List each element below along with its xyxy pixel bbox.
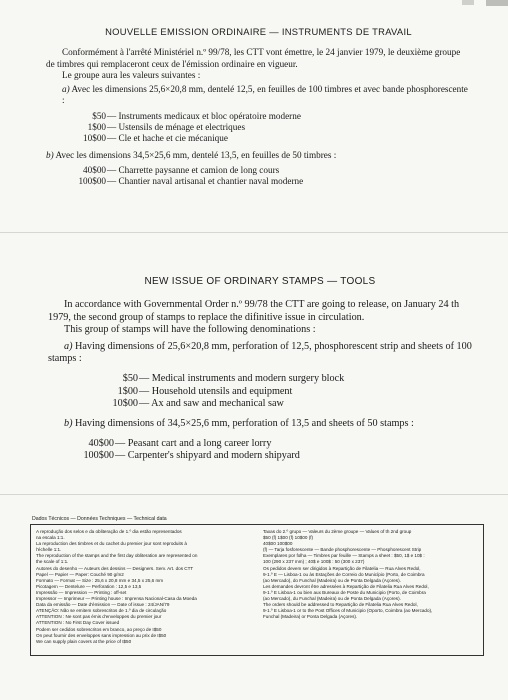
technical-line: Les demandes devront être adressées à Repartição de Filatelia Rua Alves Redol, bbox=[263, 583, 429, 589]
stamp-description: — Household utensils and equipment bbox=[139, 385, 293, 397]
french-b-text: Avec les dimensions 34,5×25,6 mm, dentelé 13,5, en feuilles de 50 timbres : bbox=[55, 149, 337, 160]
stamp-value: 1$00 bbox=[117, 385, 138, 397]
technical-line: 100 (290 x 237 mm) ; 40$ e 100$ : 50 (300 x 237) bbox=[263, 559, 365, 565]
technical-line: Impressor — Imprimeur — Printing house : Imprensa Nacional-Casa da Moeda bbox=[36, 596, 197, 602]
list-item bbox=[64, 133, 471, 144]
list-item bbox=[66, 450, 472, 462]
technical-line: Impressão — Impression — Printing : off-set bbox=[36, 589, 127, 595]
english-title: NEW ISSUE OF ORDINARY STAMPS — TOOLS bbox=[144, 276, 376, 287]
technical-line: Podem ser cedidos sobrescritos em branco, ao preço de I$50 bbox=[36, 626, 162, 632]
english-b-text: Having dimensions of 34,5×25,6 mm, perforation of 13,5 and sheets of 50 stamps : bbox=[75, 417, 414, 429]
stamp-description: — Peasant cart and a long career lorry bbox=[115, 438, 272, 450]
stamp-value: $50 bbox=[92, 110, 106, 121]
stamp-value: 40$00 bbox=[88, 438, 114, 450]
list-item bbox=[90, 398, 472, 410]
english-group-a bbox=[48, 341, 472, 366]
page-fold-line bbox=[0, 232, 508, 233]
technical-line: na escala 1:1. bbox=[36, 535, 65, 541]
french-b-list bbox=[64, 165, 471, 188]
technical-line: l'échelle 1:1. bbox=[36, 547, 62, 553]
french-a-list bbox=[64, 111, 471, 145]
english-notice bbox=[48, 276, 472, 463]
technical-line: 9-1.º E — Lisboa-1 ou às Estações de Correio do Município (Porto, de Coimbra bbox=[263, 571, 425, 577]
technical-line: 9-1.º E Lisboa-1 ou bien aux Bureaux de Poste du Municipio (Porto, de Coimbra bbox=[263, 589, 426, 595]
technical-line: 9-1.º E Lisboa-1 or to the Post Offices of Municipio (Oporto, Coimbra (ao Mercado), bbox=[263, 608, 433, 614]
list-item bbox=[66, 438, 472, 450]
technical-line: Picotagem — Dentelure — Perforation : 12,5 e 13,5 bbox=[36, 583, 142, 589]
technical-left-column bbox=[36, 529, 244, 645]
english-b-label: b) bbox=[64, 417, 73, 429]
stamp-value: 10$00 bbox=[83, 133, 106, 144]
list-item bbox=[64, 176, 471, 187]
stamp-description: — Carpenter's shipyard and modern shipyard bbox=[115, 450, 300, 462]
technical-line: (ao Mercado), do Funchal (Madeira) ou de Ponta Delgada (Açores). bbox=[263, 577, 401, 583]
list-item bbox=[90, 386, 472, 398]
scan-edge-mark bbox=[462, 0, 474, 5]
french-notice bbox=[46, 26, 471, 188]
scan-edge-mark bbox=[486, 0, 508, 6]
stamp-description: — Ax and saw and mechanical saw bbox=[139, 398, 284, 410]
technical-line: Papel — Papier — Paper: Couché 90 g/m2 bbox=[36, 571, 124, 577]
stamp-description: — Ustensils de ménage et electriques bbox=[107, 122, 246, 133]
stamp-value: 1$00 bbox=[87, 122, 106, 133]
list-item bbox=[64, 111, 471, 122]
english-group-b bbox=[48, 418, 472, 430]
technical-line: (ao Mercado), du Funchal (Madeira) ou de Ponta Delgada (Açores). bbox=[263, 596, 401, 602]
french-group-line: Le groupe aura les valeurs suivantes : bbox=[62, 69, 201, 80]
technical-line: ATTENTION : No First Day Cover issued bbox=[36, 620, 120, 626]
stamp-description: — Charrette paysanne et camion de long cours bbox=[107, 164, 280, 175]
technical-line: (f) — Tarja fosforescente — Bande phosphorescente — Phosphorescent Strip bbox=[263, 547, 422, 553]
technical-line: Taxas do 2.º grupo — Valeurs du 2ème groupe — Values of th 2nd group bbox=[263, 529, 412, 534]
technical-line: Os pedidos devem ser dirigidos à Repartição de Filatelia — Rua Alves Redol, bbox=[263, 565, 421, 571]
french-b-label: b) bbox=[46, 149, 54, 160]
stamp-value: 100$00 bbox=[78, 176, 106, 187]
stamp-value: 40$00 bbox=[83, 164, 106, 175]
list-item bbox=[90, 373, 472, 385]
technical-line: 40$00 100$00 bbox=[263, 541, 293, 547]
technical-line: the scale of 1:1. bbox=[36, 559, 69, 565]
english-a-label: a) bbox=[64, 340, 73, 352]
technical-right-column bbox=[263, 529, 479, 620]
french-title: NOUVELLE EMISSION ORDINAIRE — INSTRUMENTS DE TRAVAIL bbox=[105, 26, 412, 37]
technical-line: On peut fournir des enveloppes sans impression au prix de I$50 bbox=[36, 632, 167, 638]
technical-heading: Dados Técnicos — Données Techniques — Technical data bbox=[32, 516, 167, 522]
stamp-description: — Chantier naval artisanal et chantier naval moderne bbox=[107, 176, 304, 187]
english-b-list bbox=[66, 438, 472, 463]
stamp-description: — Medical instruments and modern surgery block bbox=[139, 373, 345, 385]
french-a-label: a) bbox=[62, 84, 70, 95]
stamp-value: 100$00 bbox=[83, 450, 114, 462]
technical-line: La reproduction des timbres et du cachet du premier jour sont reproduits à bbox=[36, 541, 187, 547]
technical-line: The orders should be addressed to Repartição de Filatelia Rua Alves Redol, bbox=[263, 602, 418, 608]
technical-line: $50 (f) 1$00 (f) 10$00 (f) bbox=[263, 535, 314, 541]
stamp-value: 10$00 bbox=[112, 398, 138, 410]
stamp-description: — Instruments medicaux et bloc opératoire moderne bbox=[107, 110, 301, 121]
technical-line: Autores do desenho — Auteurs des dessins — Designers. Serv. Art. dos CTT bbox=[36, 565, 194, 571]
english-group-line: This group of stamps will have the following denominations : bbox=[64, 324, 316, 336]
technical-line: The reproduction of the stamps and the first day obliteration are represented on bbox=[36, 553, 198, 559]
french-group-a bbox=[46, 84, 471, 107]
technical-line: We can supply plain covers at the price of I$50 bbox=[36, 638, 132, 644]
technical-line: A reprodução dos selos e da obliteração de 1.º dia estão representados bbox=[36, 529, 182, 534]
stamp-value: $50 bbox=[122, 373, 138, 385]
french-a-text: Avec les dimensions 25,6×20,8 mm, dentelé 12,5, en feuilles de 100 timbres et avec bande phosphorescente : bbox=[62, 84, 468, 106]
page-fold-line bbox=[0, 494, 508, 495]
english-a-text: Having dimensions of 25,6×20,8 mm, perforation of 12,5, phosphorescent strip and sheets of 100 stamps : bbox=[48, 340, 472, 365]
list-item bbox=[64, 165, 471, 176]
english-a-list bbox=[90, 373, 472, 410]
french-group-b bbox=[46, 150, 471, 161]
technical-line: Exemplares por folha — Timbres par feuille — Stamps a sheet : $50, 1$ e 10$ : bbox=[263, 553, 425, 559]
technical-line: Data da emissão — Date d'émission — Date of issue : 24/JAN/79 bbox=[36, 602, 170, 608]
technical-line: ATENÇÃO: Não se emitem sobrescritos de 1.º dia de circulação bbox=[36, 608, 167, 614]
english-intro: In accordance with Governmental Order n.º 99/78 the CTT are going to release, on January 24 th 1979, the second group of stamps to replace the difinitive issue in circulation. bbox=[48, 299, 460, 323]
technical-line: ATTENTION : Ne sont pas émis d'enveloppes du premier jour bbox=[36, 614, 162, 620]
technical-data-box bbox=[30, 524, 484, 656]
technical-line: Funchal (Madeira) or Ponta Delgada (Açores). bbox=[263, 614, 358, 620]
list-item bbox=[64, 122, 471, 133]
technical-line: Formato — Format — Size : 25,6 x 20,8 mm e 34,5 x 25,6 mm bbox=[36, 577, 164, 583]
french-intro: Conformément à l'arrêté Ministériel n.º 99/78, les CTT vont émettre, le 24 janvier 1979, le deuxième groupe de timbres qui remplaceront ceux de l'émission ordinaire en vigueur. bbox=[46, 47, 461, 69]
stamp-description: — Cle et hache et cie mécanique bbox=[107, 133, 228, 144]
